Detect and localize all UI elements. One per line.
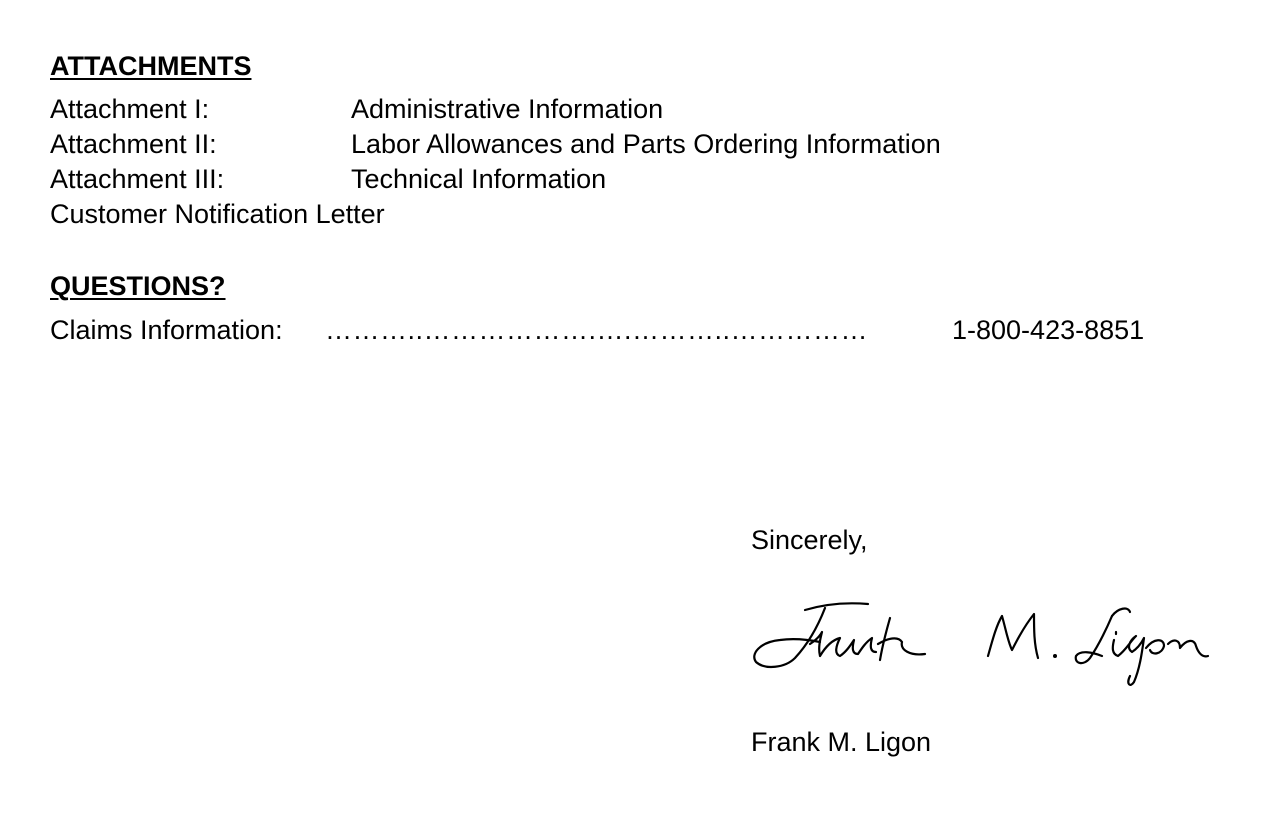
attachment-1-label: Attachment I:	[50, 94, 210, 124]
claims-dot-leader: ………..……………….….………..……………	[325, 317, 869, 344]
attachment-2-label: Attachment II:	[50, 129, 217, 159]
closing-salutation: Sincerely,	[751, 525, 868, 555]
signer-name: Frank M. Ligon	[751, 727, 932, 757]
claims-information-label: Claims Information:	[50, 315, 283, 345]
attachments-heading: ATTACHMENTS	[50, 51, 252, 81]
attachment-3-description: Technical Information	[351, 164, 607, 194]
attachment-1-description: Administrative Information	[351, 94, 664, 124]
questions-heading: QUESTIONS?	[50, 271, 226, 301]
handwritten-signature	[750, 596, 1215, 691]
customer-notification-letter: Customer Notification Letter	[50, 199, 385, 229]
attachment-3-label: Attachment III:	[50, 164, 225, 194]
attachment-2-description: Labor Allowances and Parts Ordering Information	[351, 129, 941, 159]
claims-phone-number: 1-800-423-8851	[952, 315, 1145, 345]
